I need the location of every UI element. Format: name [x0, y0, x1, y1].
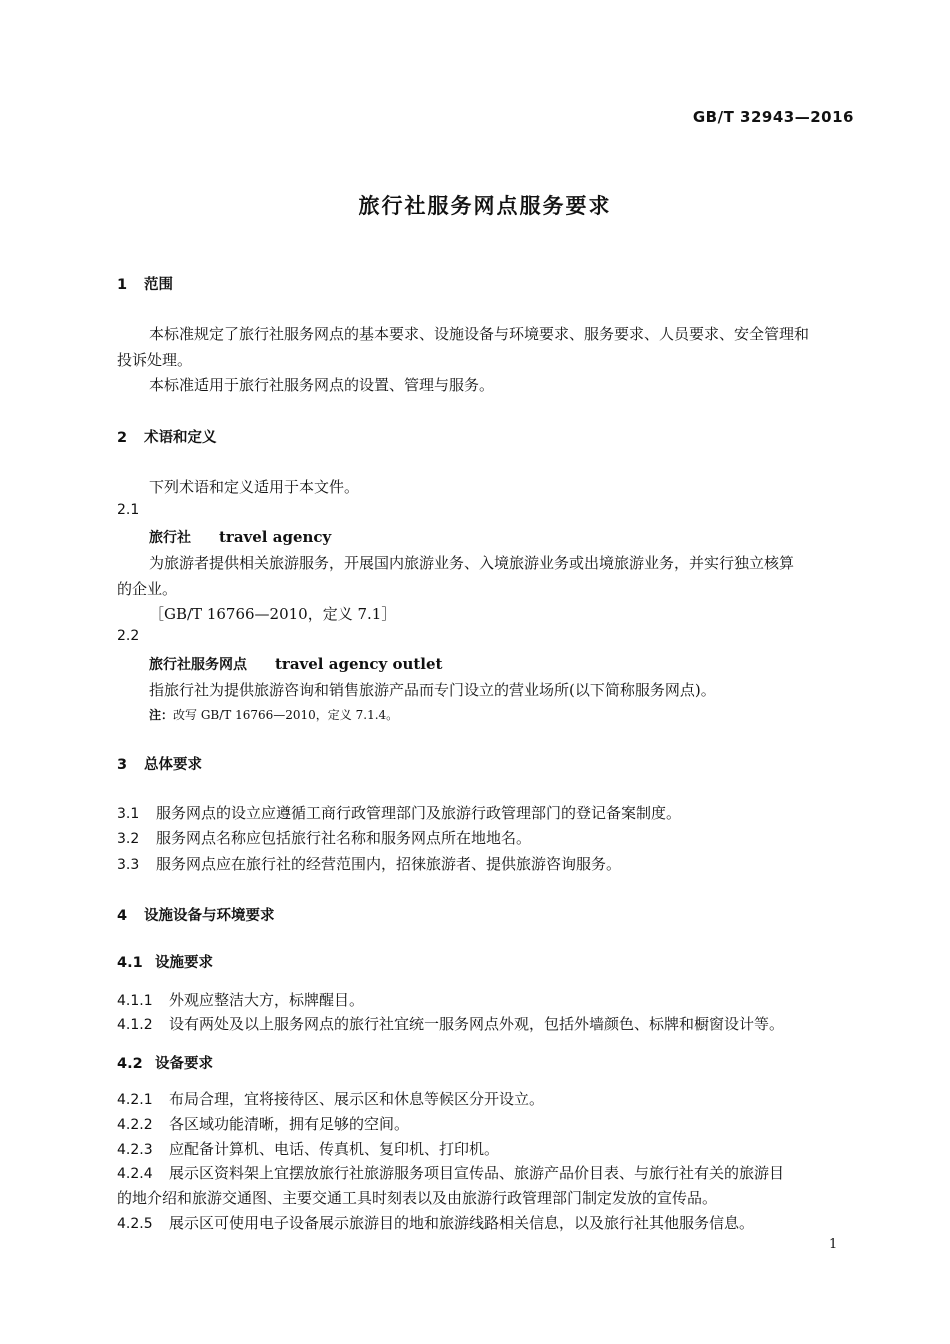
term-number: 2.1	[117, 502, 140, 518]
term-chinese: 旅行社	[149, 530, 191, 546]
clause-text: 设有两处及以上服务网点的旅行社宜统一服务网点外观，包括外墙颜色、标牌和橱窗设计等。	[169, 1015, 785, 1033]
subsection-4-1-heading	[117, 951, 213, 972]
clause-number: 3.2	[117, 831, 140, 847]
subsection-4-2-heading	[117, 1052, 213, 1073]
clause-number: 4.1.1	[117, 993, 153, 1009]
clause-item	[117, 989, 364, 1010]
section-number: 4	[117, 908, 128, 924]
section-title: 术语和定义	[144, 430, 217, 446]
term-english: travel agency outlet	[275, 655, 443, 673]
subsection-number: 4.2	[117, 1056, 143, 1072]
clause-item	[117, 1138, 499, 1159]
term-entry	[149, 527, 331, 547]
clause-number: 4.2.1	[117, 1092, 153, 1108]
paragraph: 下列术语和定义适用于本文件。	[149, 478, 360, 496]
clause-item	[117, 853, 621, 874]
clause-text: 应配备计算机、电话、传真机、复印机、打印机。	[169, 1140, 500, 1158]
term-number: 2.2	[117, 628, 140, 644]
term-chinese: 旅行社服务网点	[149, 657, 247, 673]
clause-item	[117, 827, 531, 848]
clause-number: 4.1.2	[117, 1017, 153, 1033]
paragraph-continuation: 投诉处理。	[117, 351, 193, 369]
clause-number: 4.2.5	[117, 1216, 153, 1232]
clause-text: 服务网点的设立应遵循工商行政管理部门及旅游行政管理部门的登记备案制度。	[156, 804, 682, 822]
clause-item	[117, 1212, 754, 1233]
clause-text: 外观应整洁大方，标牌醒目。	[169, 991, 365, 1009]
standard-code: GB/T 32943—2016	[692, 108, 854, 126]
section-2-heading	[117, 426, 217, 447]
clause-item	[117, 1013, 784, 1034]
section-4-heading	[117, 904, 275, 925]
clause-text: 服务网点名称应包括旅行社名称和服务网点所在地地名。	[156, 829, 532, 847]
subsection-number: 4.1	[117, 955, 143, 971]
clause-number: 4.2.3	[117, 1142, 153, 1158]
clause-item	[117, 1088, 544, 1109]
clause-text: 服务网点应在旅行社的经营范围内，招徕旅游者、提供旅游咨询服务。	[156, 855, 622, 873]
term-entry	[149, 654, 442, 674]
clause-number: 4.2.4	[117, 1166, 153, 1182]
term-english: travel agency	[219, 528, 332, 546]
clause-text: 展示区可使用电子设备展示旅游目的地和旅游线路相关信息，以及旅行社其他服务信息。	[169, 1214, 755, 1232]
note-label: 注：	[149, 708, 174, 722]
clause-item	[117, 1113, 409, 1134]
paragraph: 本标准适用于旅行社服务网点的设置、管理与服务。	[149, 376, 495, 394]
subsection-title: 设备要求	[155, 1056, 213, 1072]
term-note	[149, 706, 398, 723]
page-number: 1	[829, 1237, 838, 1252]
clause-number: 3.3	[117, 857, 140, 873]
section-number: 2	[117, 430, 128, 446]
section-title: 范围	[144, 277, 173, 293]
clause-item	[117, 1162, 784, 1183]
section-1-heading	[117, 273, 173, 294]
clause-number: 4.2.2	[117, 1117, 153, 1133]
paragraph: 本标准规定了旅行社服务网点的基本要求、设施设备与环境要求、服务要求、人员要求、安全管理和	[149, 325, 810, 343]
section-number: 1	[117, 277, 128, 293]
section-title: 设施设备与环境要求	[144, 908, 275, 924]
clause-continuation: 的地介绍和旅游交通图、主要交通工具时刻表以及由旅游行政管理部门制定发放的宣传品。	[117, 1189, 718, 1207]
section-3-heading	[117, 753, 202, 774]
subsection-title: 设施要求	[155, 955, 213, 971]
clause-text: 各区域功能清晰，拥有足够的空间。	[169, 1115, 410, 1133]
term-definition-continuation: 的企业。	[117, 580, 178, 598]
term-definition: 为旅游者提供相关旅游服务，开展国内旅游业务、入境旅游业务或出境旅游业务，并实行独立核算	[149, 554, 795, 572]
clause-text: 布局合理，宜将接待区、展示区和休息等候区分开设立。	[169, 1090, 545, 1108]
note-text: 改写 GB/T 16766—2010，定义 7.1.4。	[173, 708, 399, 722]
term-definition: 指旅行社为提供旅游咨询和销售旅游产品而专门设立的营业场所(以下简称服务网点)。	[149, 681, 716, 699]
term-source: ［GB/T 16766—2010，定义 7.1］	[149, 605, 397, 623]
section-number: 3	[117, 757, 128, 773]
section-title: 总体要求	[144, 757, 202, 773]
document-title: 旅行社服务网点服务要求	[358, 194, 612, 218]
clause-number: 3.1	[117, 806, 140, 822]
clause-item	[117, 802, 681, 823]
clause-text: 展示区资料架上宜摆放旅行社旅游服务项目宣传品、旅游产品价目表、与旅行社有关的旅游目	[169, 1164, 785, 1182]
